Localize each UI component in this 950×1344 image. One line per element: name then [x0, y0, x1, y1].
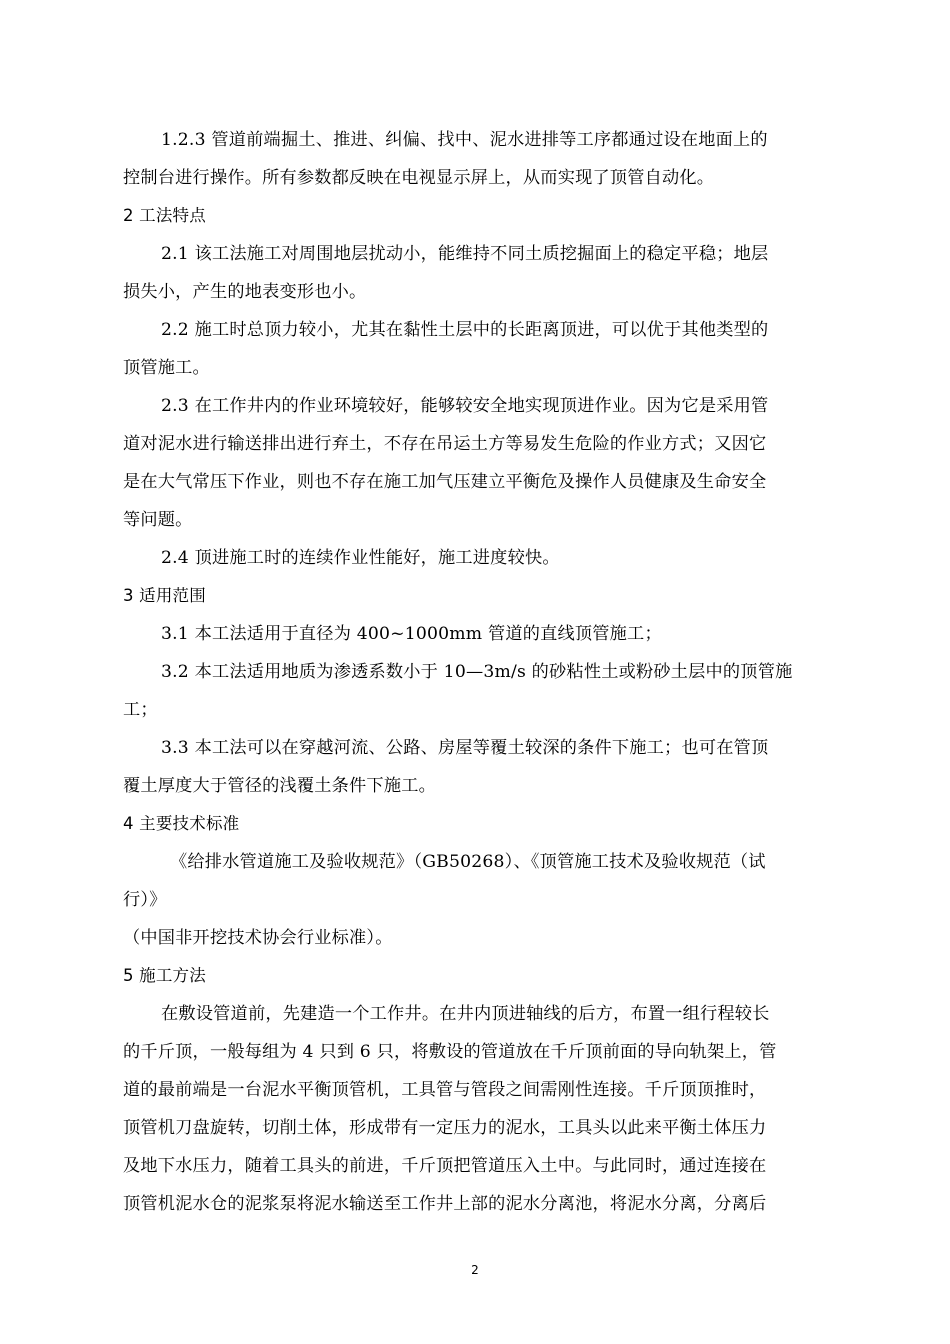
text-line: 2.3 在工作井内的作业环境较好，能够较安全地实现顶进作业。因为它是采用管 — [161, 396, 769, 416]
text-line: 在敷设管道前，先建造一个工作井。在井内顶进轴线的后方，布置一组行程较长 — [161, 1004, 770, 1024]
text-line: 损失小，产生的地表变形也小。 — [123, 282, 367, 302]
text-line: 道的最前端是一台泥水平衡顶管机，工具管与管段之间需刚性连接。千斤顶顶推时， — [123, 1080, 767, 1100]
section-heading: 2 工法特点 — [123, 206, 206, 225]
text-line: 2.4 顶进施工时的连续作业性能好，施工进度较快。 — [161, 548, 560, 568]
text-line: 2.1 该工法施工对周围地层扰动小，能维持不同土质挖掘面上的稳定平稳；地层 — [161, 244, 769, 264]
text-line: 行）》 — [123, 890, 167, 910]
text-line: 及地下水压力，随着工具头的前进，千斤顶把管道压入土中。与此同时，通过连接在 — [123, 1156, 767, 1176]
text-line: 道对泥水进行输送排出进行弃土，不存在吊运土方等易发生危险的作业方式；又因它 — [123, 434, 767, 454]
text-line: 《给排水管道施工及验收规范》（GB50268）、《顶管施工技术及验收规范（试 — [170, 852, 766, 872]
text-line: 3.3 本工法可以在穿越河流、公路、房屋等覆土较深的条件下施工；也可在管顶 — [161, 738, 769, 758]
text-line: 覆土厚度大于管径的浅覆土条件下施工。 — [123, 776, 436, 796]
section-heading: 4 主要技术标准 — [123, 814, 240, 833]
text-line: 3.1 本工法适用于直径为 400~1000mm 管道的直线顶管施工； — [161, 624, 662, 644]
text-line: 3.2 本工法适用地质为渗透系数小于 10—3m/s 的砂粘性土或粉砂土层中的顶管施 — [161, 662, 793, 682]
text-line: 顶管施工。 — [123, 358, 210, 378]
section-heading: 5 施工方法 — [123, 966, 206, 985]
text-line: 控制台进行操作。所有参数都反映在电视显示屏上，从而实现了顶管自动化。 — [123, 168, 715, 188]
page-number: 2 — [471, 1263, 479, 1277]
text-line: 顶管机泥水仓的泥浆泵将泥水输送至工作井上部的泥水分离池，将泥水分离，分离后 — [123, 1194, 767, 1214]
text-line: 2.2 施工时总顶力较小，尤其在黏性土层中的长距离顶进，可以优于其他类型的 — [161, 320, 769, 340]
section-heading: 3 适用范围 — [123, 586, 206, 605]
text-line: 的千斤顶，一般每组为 4 只到 6 只，将敷设的管道放在千斤顶前面的导向轨架上，管 — [123, 1042, 777, 1062]
text-line: 等问题。 — [123, 510, 193, 530]
text-line: 是在大气常压下作业，则也不存在施工加气压建立平衡危及操作人员健康及生命安全 — [123, 472, 767, 492]
text-line: 顶管机刀盘旋转，切削土体，形成带有一定压力的泥水，工具头以此来平衡土体压力 — [123, 1118, 767, 1138]
text-line: 1.2.3 管道前端掘土、推进、纠偏、找中、泥水进排等工序都通过设在地面上的 — [161, 130, 768, 150]
text-line: 工； — [123, 700, 158, 720]
text-line: （中国非开挖技术协会行业标准）。 — [123, 928, 393, 948]
